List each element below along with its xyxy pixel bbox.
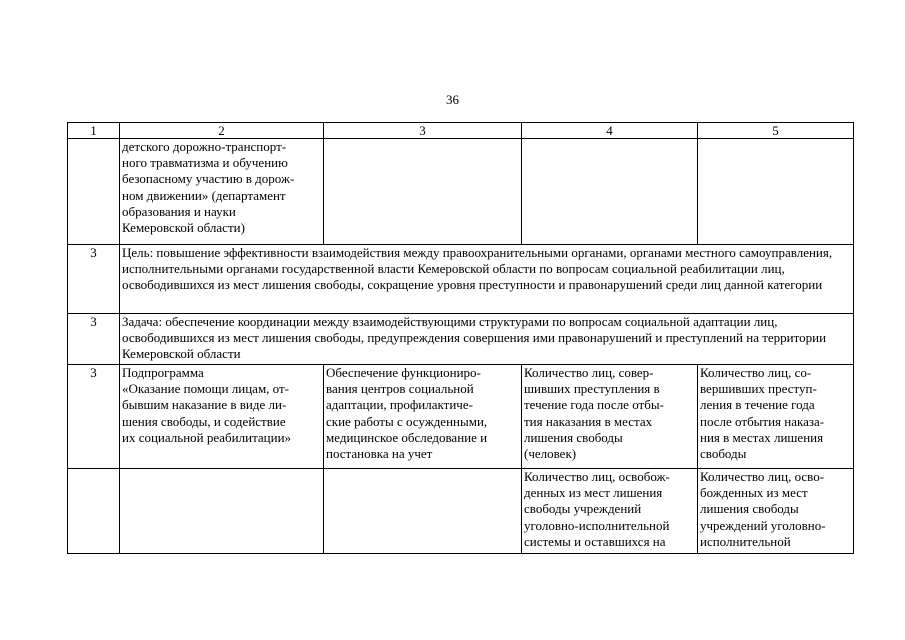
program-table bbox=[67, 122, 854, 554]
cell-goal-text: Цель: повышение эффективности взаимодействия между правоохранительными органами, органами местного самоуправления, исполнительными органами государственной власти Кемеровской области по вопросам социальной реабилитации лиц, освободившихся из мест лишения свободы, сокращение уровня преступности и правонарушений среди лиц данной категории bbox=[120, 245, 854, 314]
cell-indicator bbox=[522, 469, 698, 554]
header-col-4: 4 bbox=[522, 123, 698, 139]
header-col-1: 1 bbox=[68, 123, 120, 139]
cell-text: Количество лиц, осво- божденных из мест лишения свободы учреждений уголовно- исполнительной bbox=[700, 469, 826, 549]
cell-result bbox=[698, 469, 854, 554]
table-row-subprogram bbox=[68, 365, 854, 469]
cell-continuation-text bbox=[120, 139, 324, 245]
table-header-row bbox=[68, 123, 854, 139]
cell-row-number: 3 bbox=[68, 245, 120, 314]
cell-empty bbox=[324, 469, 522, 554]
cell-empty bbox=[120, 469, 324, 554]
cell-text: Количество лиц, совер- шивших преступления в течение года после отбы- тия наказания в местах лишения свободы (человек) bbox=[524, 365, 664, 462]
header-col-3: 3 bbox=[324, 123, 522, 139]
cell-empty bbox=[324, 139, 522, 245]
cell-text: Количество лиц, со- вершивших преступ- ления в течение года после отбытия наказа- ния в местах лишения свободы bbox=[700, 365, 825, 462]
cell-row-number: 3 bbox=[68, 314, 120, 365]
cell-text: Количество лиц, освобож- денных из мест лишения свободы учреждений уголовно-исполнительной системы и оставшихся на bbox=[524, 469, 670, 549]
cell-empty bbox=[68, 139, 120, 245]
page-number: 36 bbox=[446, 92, 459, 107]
cell-empty bbox=[698, 139, 854, 245]
header-col-2: 2 bbox=[120, 123, 324, 139]
table-row bbox=[68, 139, 854, 245]
cell-text: детского дорожно-транспорт- ного травматизма и обучению безопасному участию в дорож- ном движении» (департамент образования и науки Кемеровской области) bbox=[122, 139, 295, 236]
cell-task-text: Задача: обеспечение координации между взаимодействующими структурами по вопросам социальной адаптации лиц, освободившихся из мест лишения свободы, предупреждения совершения ими правонарушений и преступлений на территории Кемеровской области bbox=[120, 314, 854, 365]
table-row-task bbox=[68, 314, 854, 365]
cell-row-number: 3 bbox=[68, 365, 120, 469]
cell-subprogram-result bbox=[698, 365, 854, 469]
cell-subprogram-indicator bbox=[522, 365, 698, 469]
cell-subprogram-name bbox=[120, 365, 324, 469]
cell-subprogram-measures bbox=[324, 365, 522, 469]
table-row bbox=[68, 469, 854, 554]
cell-empty bbox=[68, 469, 120, 554]
cell-text: Подпрограмма «Оказание помощи лицам, от- бывшим наказание в виде ли- шения свободы, и содействие их социальной реабилитации» bbox=[122, 365, 292, 445]
header-col-5: 5 bbox=[698, 123, 854, 139]
table-row-goal bbox=[68, 245, 854, 314]
cell-text: Обеспечение функциониро- вания центров социальной адаптации, профилактиче- ские работы с осужденными, медицинское обследование и постановка на учет bbox=[326, 365, 488, 462]
cell-empty bbox=[522, 139, 698, 245]
